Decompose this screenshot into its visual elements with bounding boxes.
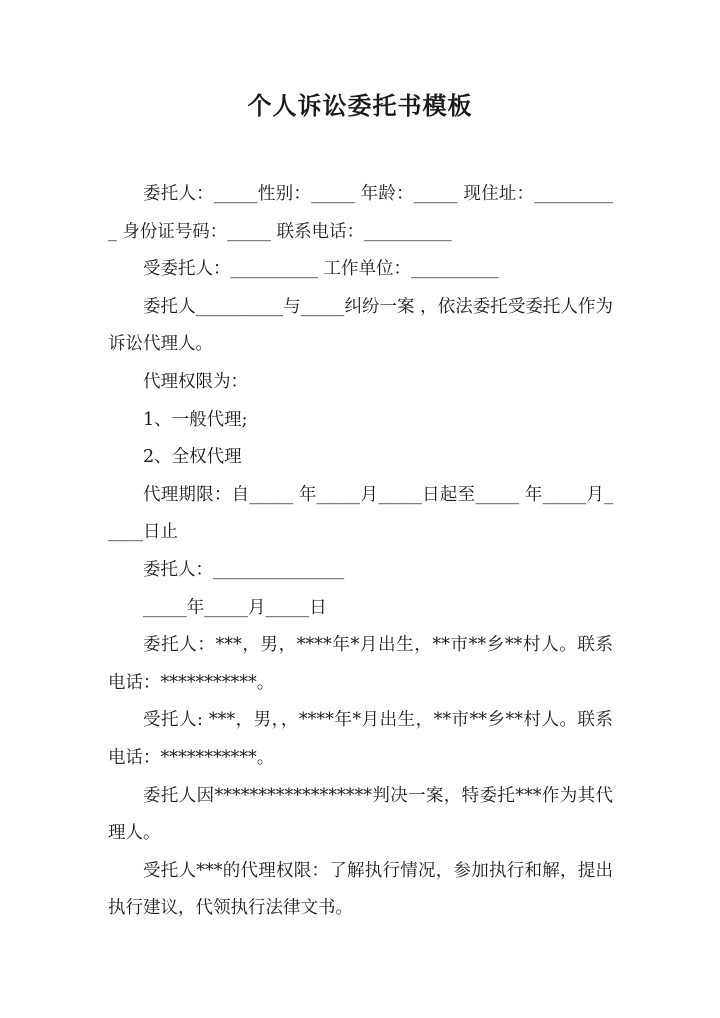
- paragraph-example-agent: 受托人: ***，男，，****年*月出生，**市**乡**村人。联系电话：***********。: [108, 710, 613, 768]
- paragraph-example-client: 委托人：***，男，****年*月出生，**市**乡**村人。联系电话：***********。: [108, 635, 613, 693]
- paragraph-signature-date: _____年_____月_____日: [143, 597, 327, 618]
- paragraph-example-authority: 受托人***的代理权限：了解执行情况，参加执行和解，提出执行建议，代领执行法律文书。: [108, 860, 613, 919]
- document-body: [108, 176, 613, 928]
- paragraph-client-info: 委托人：_____性别：_____ 年龄：_____ 现住址：__________ 身份证号码：_____ 联系电话：__________: [108, 184, 613, 242]
- paragraph-agency-period: 代理期限：自_____ 年_____月_____日起至_____ 年_____月_____日止: [108, 484, 613, 543]
- document-title: 个人诉讼委托书模板: [247, 91, 473, 120]
- paragraph-case-statement: 委托人__________与_____纠纷一案 ，依法委托受委托人作为诉讼代理人。: [108, 296, 613, 355]
- paragraph-client-signature: 委托人：_______________: [143, 559, 345, 580]
- paragraph-example-case: 委托人因******************判决一案，特委托***作为其代理人。: [108, 785, 613, 844]
- paragraph-agent-info: 受委托人：__________ 工作单位：__________: [143, 259, 499, 280]
- paragraph-authority-heading: 代理权限为：: [143, 371, 248, 392]
- paragraph-full-agency: 2、全权代理: [143, 447, 242, 468]
- paragraph-general-agency: 1、一般代理;: [143, 409, 248, 430]
